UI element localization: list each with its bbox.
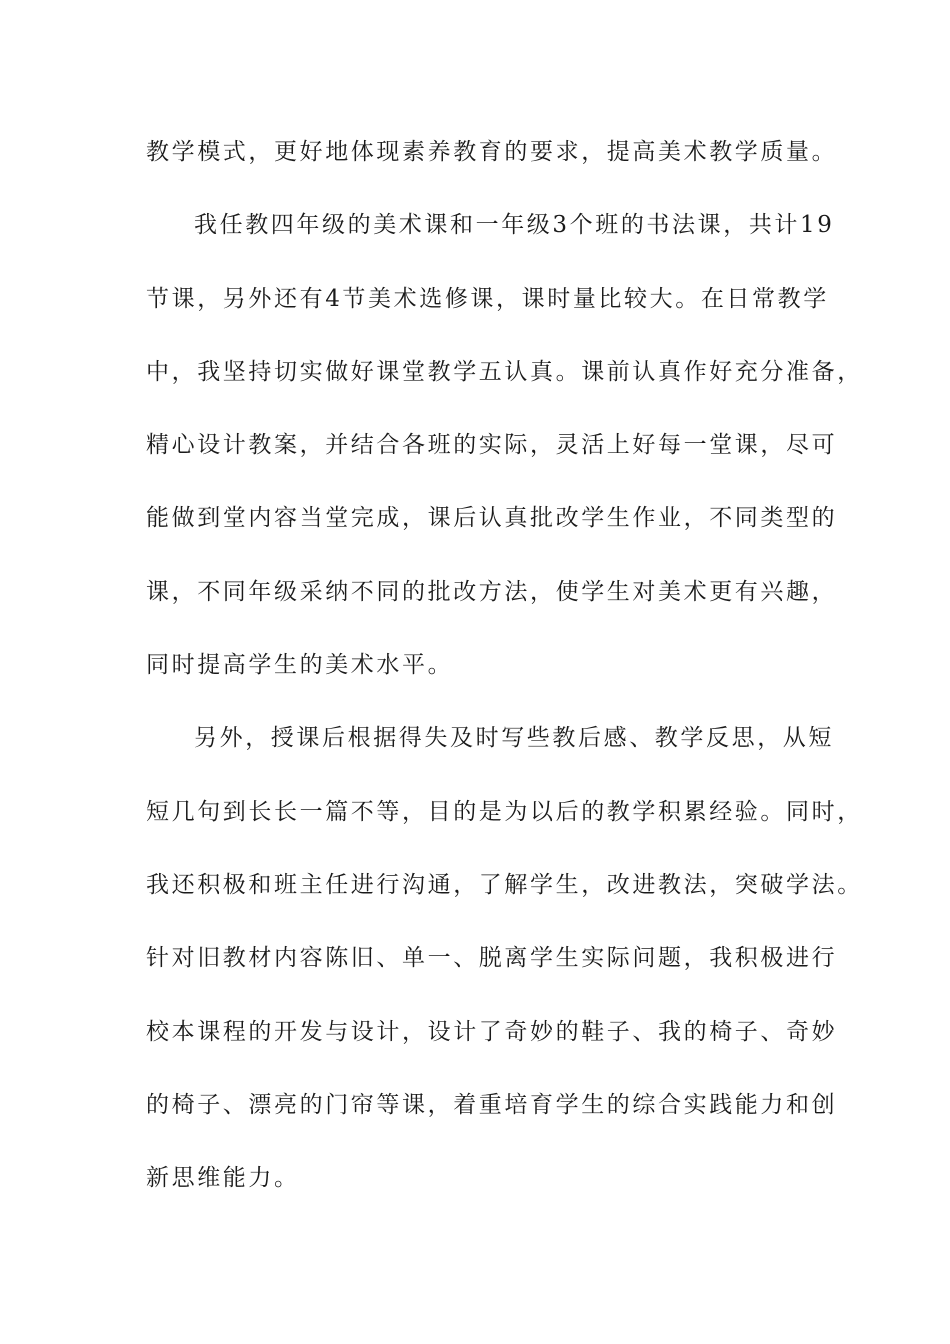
document-body	[146, 129, 863, 1228]
text-line: 我还积极和班主任进行沟通，了解学生，改进教法，突破学法。	[146, 871, 863, 898]
text-line: 新思维能力。	[146, 1165, 300, 1192]
text-line: 我任教四年级的美术课和一年级3个班的书法课，共计19	[194, 212, 835, 239]
text-line: 另外，授课后根据得失及时写些教后感、教学反思，从短	[194, 725, 834, 752]
text-line: 课，不同年级采纳不同的批改方法，使学生对美术更有兴趣，	[146, 578, 838, 605]
text-line: 节课，另外还有4节美术选修课，课时量比较大。在日常教学	[146, 285, 829, 312]
text-line: 同时提高学生的美术水平。	[146, 652, 454, 679]
text-line: 中，我坚持切实做好课堂教学五认真。课前认真作好充分准备，	[146, 358, 863, 385]
text-line: 精心设计教案，并结合各班的实际，灵活上好每一堂课，尽可	[146, 432, 838, 459]
text-line: 教学模式，更好地体现素养教育的要求，提高美术教学质量。	[146, 139, 838, 165]
text-line: 能做到堂内容当堂完成，课后认真批改学生作业，不同类型的	[146, 505, 838, 532]
text-line: 短几句到长长一篇不等，目的是为以后的教学积累经验。同时，	[146, 798, 863, 825]
text-line: 针对旧教材内容陈旧、单一、脱离学生实际问题，我积极进行	[146, 945, 838, 972]
text-line: 校本课程的开发与设计，设计了奇妙的鞋子、我的椅子、奇妙	[146, 1018, 838, 1045]
text-line: 的椅子、漂亮的门帘等课，着重培育学生的综合实践能力和创	[146, 1091, 838, 1118]
